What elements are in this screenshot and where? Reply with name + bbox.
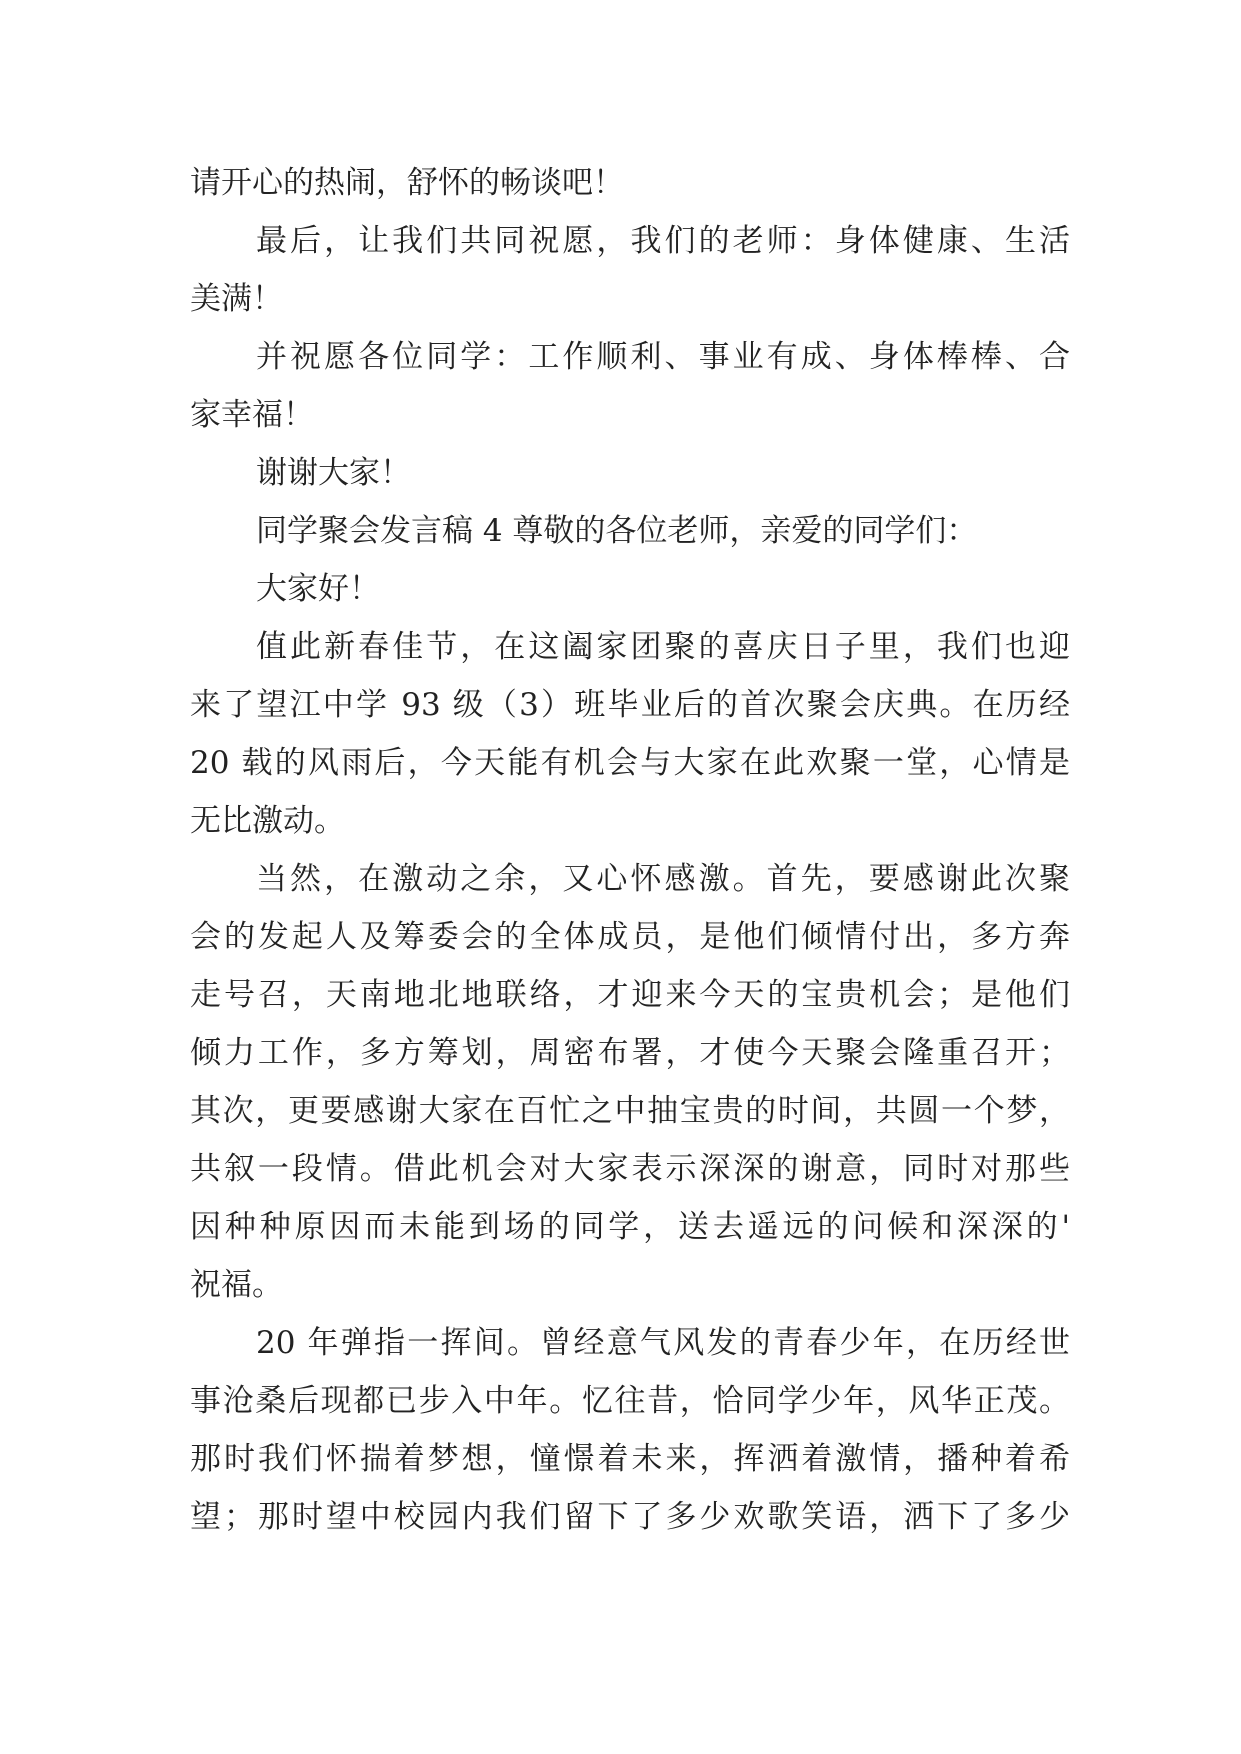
text-line: 来了望江中学 93 级（3）班毕业后的首次聚会庆典。在历经	[190, 687, 1070, 723]
text-line: 家幸福！	[190, 397, 314, 433]
text-line: 请开心的热闹，舒怀的畅谈吧！	[190, 165, 624, 201]
text-line: 因种种原因而未能到场的同学，送去遥远的问候和深深的'	[190, 1209, 1070, 1245]
text-line: 20 载的风雨后，今天能有机会与大家在此欢聚一堂，心情是	[190, 745, 1070, 781]
text-line: 无比激动。	[190, 803, 345, 839]
text-line: 其次，更要感谢大家在百忙之中抽宝贵的时间，共圆一个梦，	[190, 1093, 1070, 1129]
text-line: 那时我们怀揣着梦想，憧憬着未来，挥洒着激情，播种着希	[190, 1441, 1070, 1477]
text-line: 倾力工作，多方筹划，周密布署，才使今天聚会隆重召开；	[190, 1035, 1070, 1071]
text-line: 美满！	[190, 281, 283, 317]
text-line: 当然，在激动之余，又心怀感激。首先，要感谢此次聚	[256, 861, 1070, 897]
text-line: 谢谢大家！	[256, 455, 411, 491]
text-line: 20 年弹指一挥间。曾经意气风发的青春少年，在历经世	[256, 1325, 1070, 1361]
text-line: 同学聚会发言稿 4 尊敬的各位老师，亲爱的同学们：	[256, 513, 978, 549]
text-line: 值此新春佳节，在这阖家团聚的喜庆日子里，我们也迎	[256, 629, 1070, 665]
text-line: 走号召，天南地北地联络，才迎来今天的宝贵机会；是他们	[190, 977, 1070, 1013]
text-line: 会的发起人及筹委会的全体成员，是他们倾情付出，多方奔	[190, 919, 1070, 955]
text-line: 并祝愿各位同学：工作顺利、事业有成、身体棒棒、合	[256, 339, 1070, 375]
text-line: 共叙一段情。借此机会对大家表示深深的谢意，同时对那些	[190, 1151, 1070, 1187]
text-line: 最后，让我们共同祝愿，我们的老师：身体健康、生活	[256, 223, 1070, 259]
document-body	[190, 154, 1070, 1546]
text-line: 祝福。	[190, 1267, 283, 1303]
text-line: 事沧桑后现都已步入中年。忆往昔，恰同学少年，风华正茂。	[190, 1383, 1070, 1419]
text-line: 大家好！	[256, 571, 380, 607]
text-line: 望；那时望中校园内我们留下了多少欢歌笑语，洒下了多少	[190, 1499, 1070, 1535]
